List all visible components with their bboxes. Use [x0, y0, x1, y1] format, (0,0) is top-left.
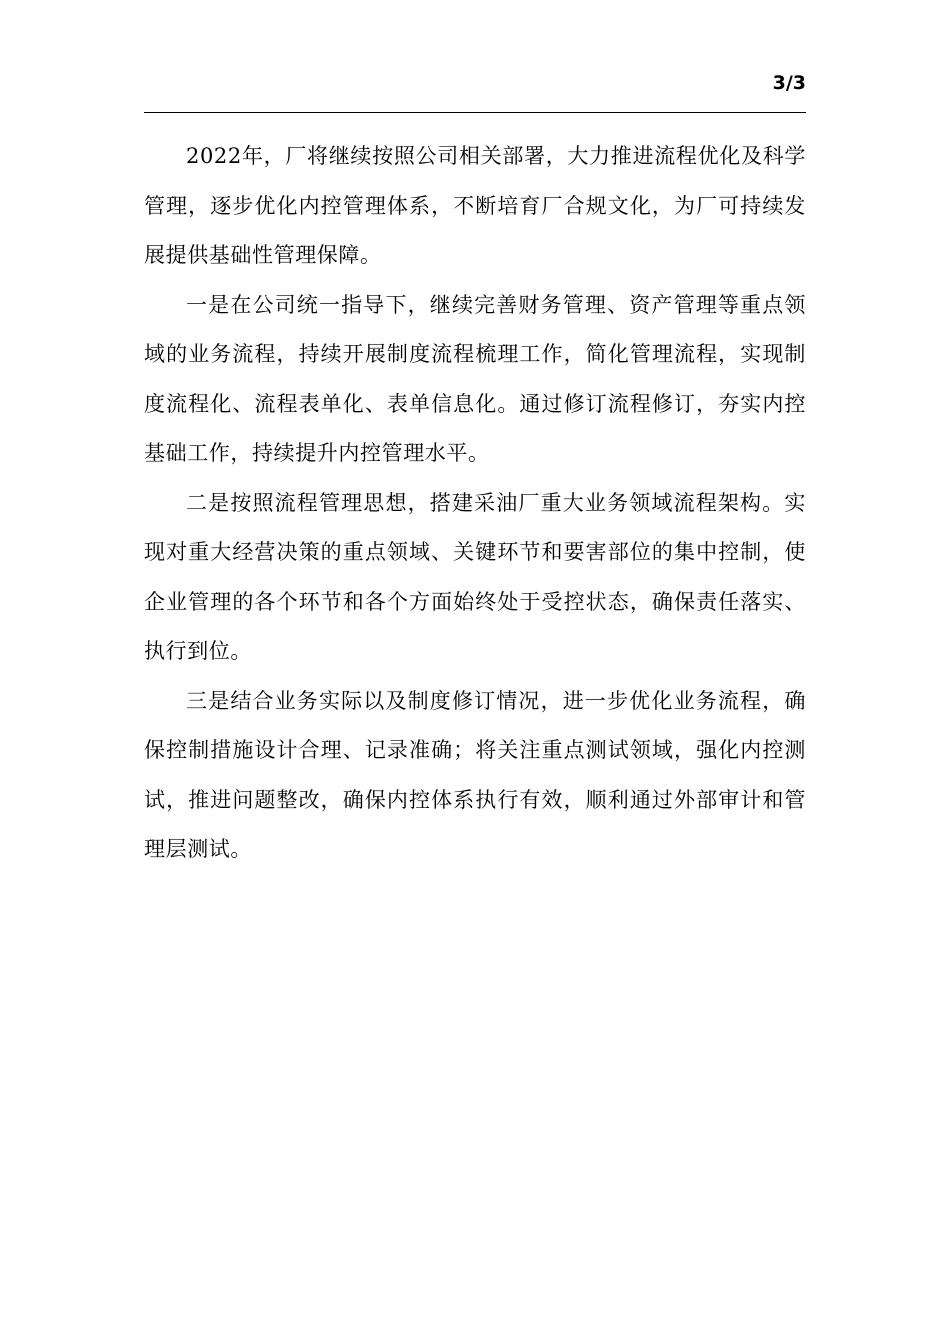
paragraph-intro: 2022年，厂将继续按照公司相关部署，大力推进流程优化及科学管理，逐步优化内控管理体系，不断培育厂合规文化，为厂可持续发展提供基础性管理保障。	[144, 144, 806, 267]
page-number: 3/3	[772, 72, 806, 94]
paragraph-point-one: 一是在公司统一指导下，继续完善财务管理、资产管理等重点领域的业务流程，持续开展制度流程梳理工作，简化管理流程，实现制度流程化、流程表单化、表单信息化。通过修订流程修订，夯实内控基础工作，持续提升内控管理水平。	[144, 292, 806, 465]
document-body	[144, 132, 806, 875]
header-divider	[144, 112, 806, 113]
paragraph-point-two: 二是按照流程管理思想，搭建采油厂重大业务领域流程架构。实现对重大经营决策的重点领域、关键环节和要害部位的集中控制，使企业管理的各个环节和各个方面始终处于受控状态，确保责任落实、执行到位。	[144, 490, 806, 663]
paragraph-point-three: 三是结合业务实际以及制度修订情况，进一步优化业务流程，确保控制措施设计合理、记录准确；将关注重点测试领域，强化内控测试，推进问题整改，确保内控体系执行有效，顺利通过外部审计和管理层测试。	[144, 688, 806, 861]
